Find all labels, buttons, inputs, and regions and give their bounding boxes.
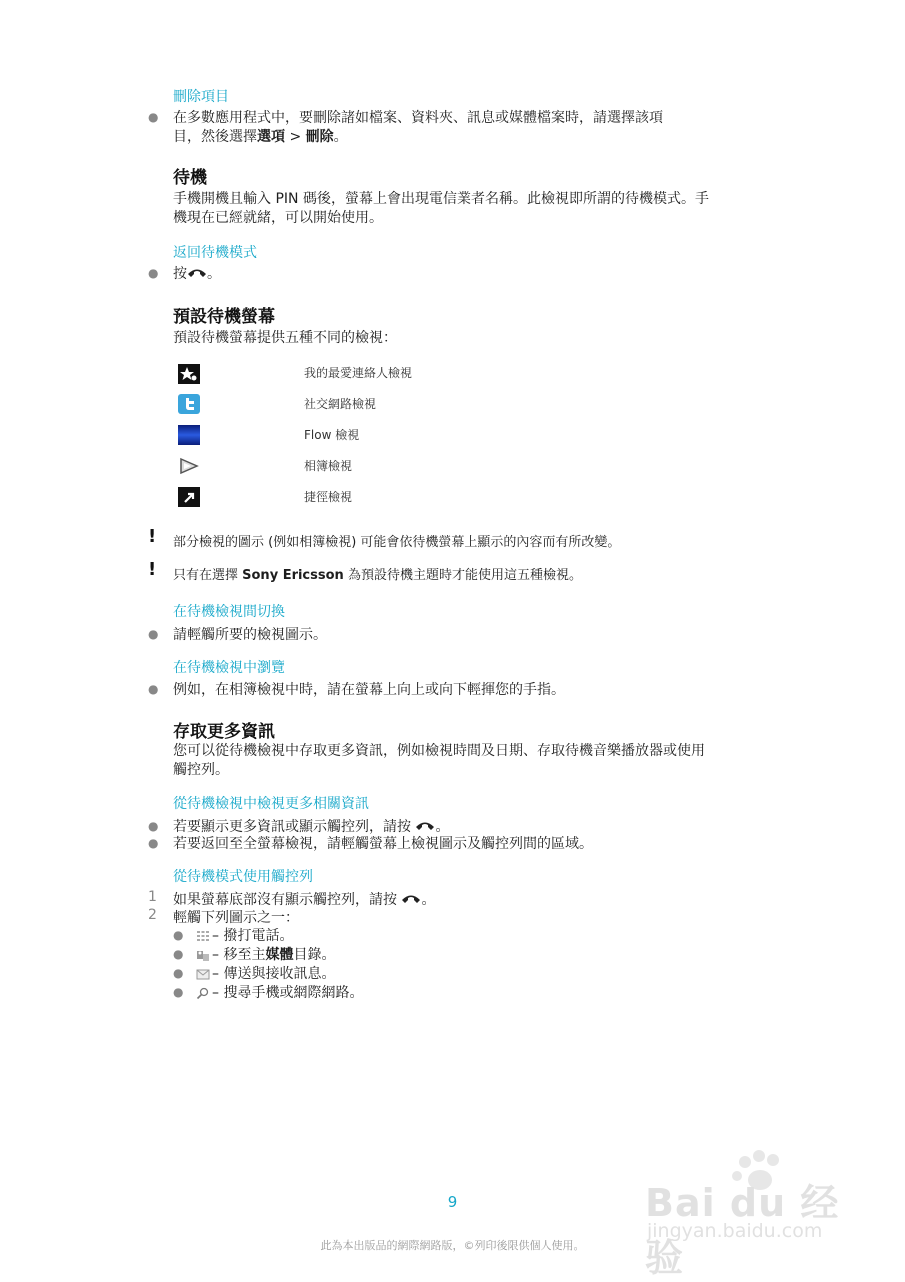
subheading-view-more-info: 從待機檢視中檢視更多相關資訊 [173,796,369,812]
exclamation-icon: ! [148,526,157,547]
bullet-dot: ● [148,819,159,833]
delete-items-text-line2: 目，然後選擇選項 > 刪除。 [173,129,348,145]
end-call-icon [401,892,421,908]
subheading-return-standby: 返回待機模式 [173,245,257,261]
subheading-use-touchbar: 從待機模式使用觸控列 [173,869,313,885]
view-label-flow: Flow 檢視 [304,428,360,442]
copyright-notice: 此為本出版品的網際網路版，©列印後限供個人使用。 [320,1239,585,1252]
twitter-bird-icon [178,394,200,414]
watermark-logo: Bai du 经验 [645,1181,840,1280]
album-play-icon [178,456,200,476]
view-label-album: 相簿檢視 [304,459,353,473]
default-standby-intro: 預設待機螢幕提供五種不同的檢視： [173,330,397,346]
note-theme: 只有在選擇 Sony Ericsson 為預設待機主題時才能使用這五種檢視。 [173,568,582,583]
view-label-favorites: 我的最愛連絡人檢視 [304,366,413,380]
touchbar-item-search: – 搜尋手機或網際網路。 [196,982,363,1002]
dialpad-icon [196,930,210,943]
bullet-dot: ● [148,682,159,696]
view-label-shortcut: 捷徑檢視 [304,490,353,504]
browse-views-text: 例如，在相簿檢視中時，請在螢幕上向上或向下輕揮您的手指。 [173,682,565,698]
step-1-text: 如果螢幕底部沒有顯示觸控列，請按 。 [173,892,436,908]
view-label-social: 社交網路檢視 [304,397,377,411]
subheading-switch-views: 在待機檢視間切換 [173,604,285,620]
heading-more-info: 存取更多資訊 [173,722,275,742]
bullet-dot: ● [173,985,184,999]
page-number: 9 [447,1193,458,1211]
envelope-icon [196,968,210,981]
watermark-url: jingyan.baidu.com [647,1220,823,1242]
bullet-dot: ● [173,966,184,980]
exclamation-icon: ! [148,559,157,580]
subheading-browse-views: 在待機檢視中瀏覽 [173,660,285,676]
end-call-icon [187,266,207,282]
flow-wave-icon [178,425,200,445]
heading-default-standby: 預設待機螢幕 [173,307,275,327]
return-fullscreen-text: 若要返回至全螢幕檢視，請輕觸螢幕上檢視圖示及觸控列間的區域。 [173,836,593,852]
shortcut-arrow-icon [178,487,200,507]
bullet-dot: ● [148,266,159,280]
search-icon [196,987,210,1000]
subheading-delete-items: 刪除項目 [173,89,229,105]
touchbar-item-dialpad: – 撥打電話。 [196,925,293,945]
bullet-dot: ● [148,836,159,850]
delete-items-text: 在多數應用程式中，要刪除諸如檔案、資料夾、訊息或媒體檔案時，請選擇該項 [173,110,663,126]
more-info-paragraph: 您可以從待機檢視中存取更多資訊，例如檢視時間及日期、存取待機音樂播放器或使用 觸控列。 [173,743,705,778]
bullet-dot: ● [148,627,159,641]
standby-paragraph: 手機開機且輸入 PIN 碼後，螢幕上會出現電信業者名稱。此檢視即所謂的待機模式。手 機現在已經就緒，可以開始使用。 [173,191,709,226]
switch-views-text: 請輕觸所要的檢視圖示。 [173,627,327,643]
return-standby-text: 按 。 [173,266,221,282]
heading-standby: 待機 [173,168,207,188]
bullet-dot: ● [148,110,159,124]
favorites-star-icon [178,364,200,384]
bullet-dot: ● [173,947,184,961]
note-icons-change: 部分檢視的圖示 (例如相簿檢視) 可能會依待機螢幕上顯示的內容而有所改變。 [173,535,621,550]
step-2-text: 輕觸下列圖示之一： [173,910,299,926]
show-more-info-text: 若要顯示更多資訊或顯示觸控列，請按 。 [173,819,450,835]
touchbar-item-media: – 移至主媒體目錄。 [196,944,335,964]
baidu-watermark [645,1150,865,1280]
media-icon [196,949,210,962]
touchbar-item-messaging: – 傳送與接收訊息。 [196,963,335,983]
bullet-dot: ● [173,928,184,942]
step-number: 2 [148,907,157,923]
step-number: 1 [148,889,157,905]
